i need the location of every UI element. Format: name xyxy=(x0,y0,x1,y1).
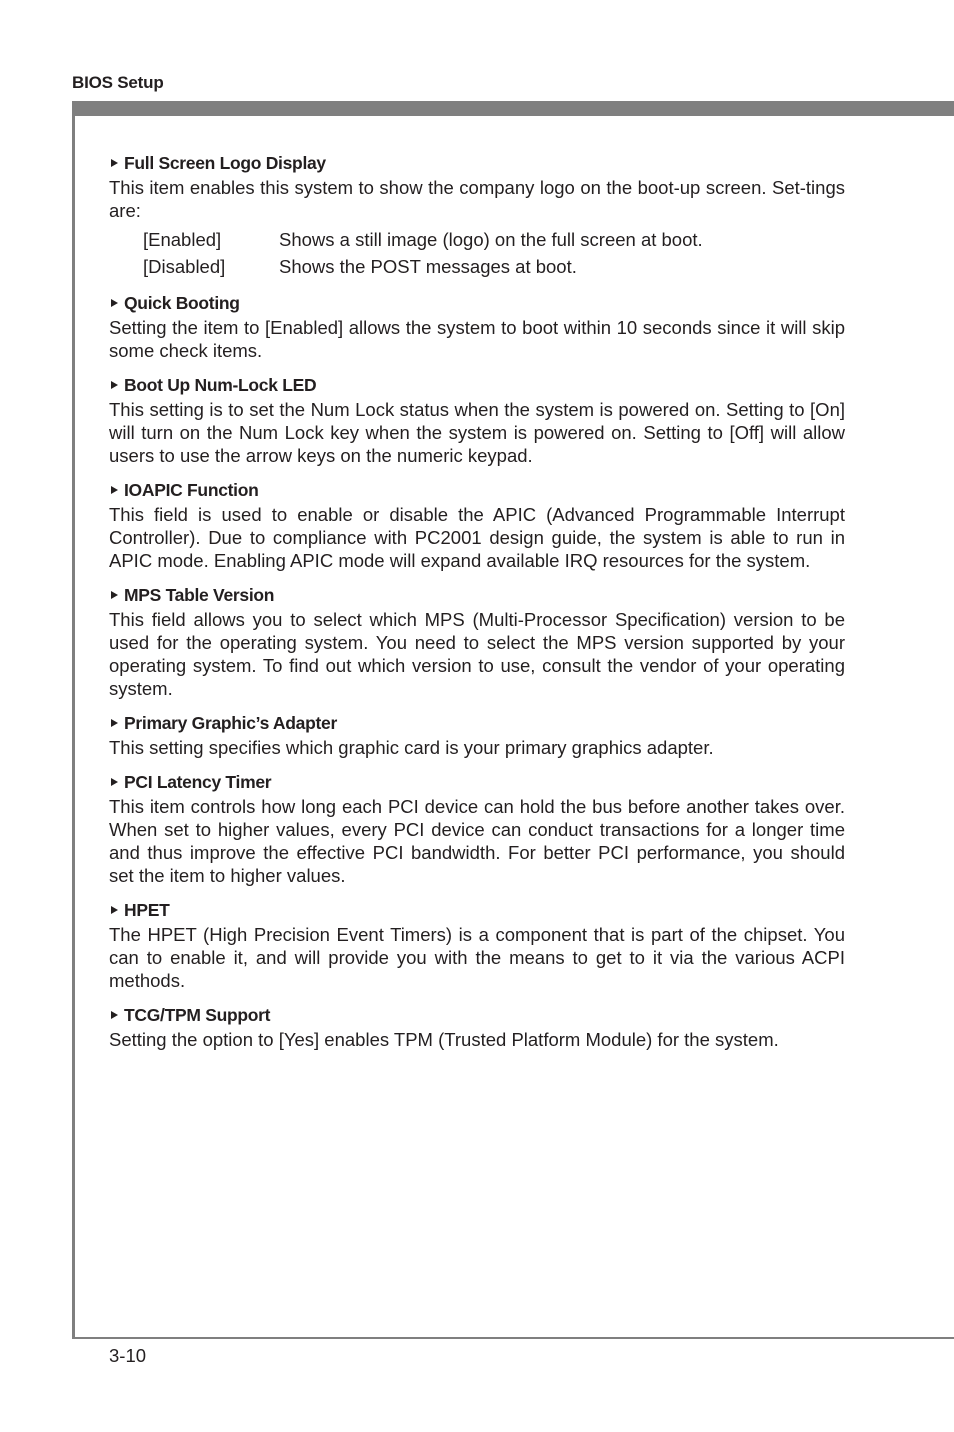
section-title-text: IOAPIC Function xyxy=(124,480,259,500)
header-bar xyxy=(72,101,954,116)
triangle-right-icon xyxy=(111,778,118,786)
page-number: 3-10 xyxy=(109,1345,147,1366)
section-body: This field allows you to select which MPS (Multi-Processor Specification) version to be used for the operating system. You need to select the MPS version supported by your operating system. To find out which version to use, consult the vendor of your operating system. xyxy=(109,609,845,699)
section-title xyxy=(109,373,845,397)
setting-description: Shows a still image (logo) on the full screen at boot. xyxy=(279,229,703,250)
section-pci-latency-timer xyxy=(109,770,845,887)
section-title xyxy=(109,151,845,175)
settings-table xyxy=(143,226,845,280)
section-quick-booting xyxy=(109,291,845,362)
section-body: This setting specifies which graphic card is your primary graphics adapter. xyxy=(109,737,714,758)
section-title-text: Quick Booting xyxy=(124,293,240,313)
setting-description: Shows the POST messages at boot. xyxy=(279,256,577,277)
section-title xyxy=(109,770,845,794)
section-title xyxy=(109,291,845,315)
section-title-text: TCG/TPM Support xyxy=(124,1005,271,1025)
setting-key: [Disabled] xyxy=(143,256,226,277)
left-margin-rule xyxy=(72,101,75,1339)
section-hpet xyxy=(109,898,845,992)
section-title-text: PCI Latency Timer xyxy=(124,772,272,792)
main-content xyxy=(109,151,845,1062)
section-body: This field is used to enable or disable the APIC (Advanced Programmable Interrupt Controller). Due to compliance with PC2001 design guide, the system is able to run in APIC mode. Enabling APIC mode will expand available IRQ resources for the system. xyxy=(109,504,845,571)
section-body: Setting the item to [Enabled] allows the system to boot within 10 seconds since it will skip some check items. xyxy=(109,317,845,361)
section-tcg-tpm-support xyxy=(109,1003,845,1051)
section-full-screen-logo-display xyxy=(109,151,845,280)
triangle-right-icon xyxy=(111,591,118,599)
triangle-right-icon xyxy=(111,719,118,727)
triangle-right-icon xyxy=(111,486,118,494)
triangle-right-icon xyxy=(111,159,118,167)
section-boot-up-num-lock-led xyxy=(109,373,845,467)
setting-key: [Enabled] xyxy=(143,229,222,250)
section-title xyxy=(109,1003,845,1027)
section-title xyxy=(109,583,845,607)
section-ioapic-function xyxy=(109,478,845,572)
setting-row xyxy=(143,253,845,280)
section-body: The HPET (High Precision Event Timers) is a component that is part of the chipset. You can to enable it, and will provide you with the means to get to it via the various ACPI methods. xyxy=(109,924,845,991)
section-body: This setting is to set the Num Lock status when the system is powered on. Setting to [On] will turn on the Num Lock key when the system is powered on. Setting to [Off] will allow users to use the arrow keys on the numeric keypad. xyxy=(109,399,845,466)
triangle-right-icon xyxy=(111,381,118,389)
section-title xyxy=(109,478,845,502)
section-title xyxy=(109,711,845,735)
section-primary-graphics-adapter xyxy=(109,711,845,759)
section-body: This item controls how long each PCI device can hold the bus before another takes over. When set to higher values, every PCI device can conduct transactions for a longer time and thus improve the effective PCI bandwidth. For better PCI performance, you should set the item to higher values. xyxy=(109,796,845,886)
section-body: This item enables this system to show the company logo on the boot-up screen. Set-tings are: xyxy=(109,177,845,221)
section-body: Setting the option to [Yes] enables TPM (Trusted Platform Module) for the system. xyxy=(109,1029,779,1050)
section-title-text: Boot Up Num-Lock LED xyxy=(124,375,317,395)
section-title xyxy=(109,898,845,922)
section-title-text: MPS Table Version xyxy=(124,585,275,605)
triangle-right-icon xyxy=(111,1011,118,1019)
page-header-title: BIOS Setup xyxy=(72,73,164,92)
setting-row xyxy=(143,226,845,253)
section-mps-table-version xyxy=(109,583,845,700)
footer-rule xyxy=(72,1337,954,1339)
section-title-text: HPET xyxy=(124,900,170,920)
section-title-text: Primary Graphic’s Adapter xyxy=(124,713,337,733)
section-title-text: Full Screen Logo Display xyxy=(124,153,326,173)
triangle-right-icon xyxy=(111,299,118,307)
triangle-right-icon xyxy=(111,906,118,914)
